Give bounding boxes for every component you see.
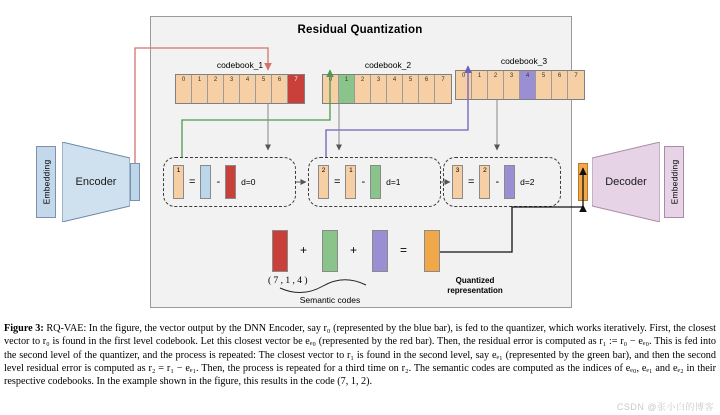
watermark: CSDN @张小白的博客 <box>616 402 714 412</box>
codebook-cell[interactable]: 5 <box>536 71 552 99</box>
minus-sign: - <box>361 176 366 188</box>
codebook-3-label: codebook_3 <box>500 56 548 66</box>
encoder-embedding-bar <box>36 146 56 218</box>
residual-equation-2 <box>318 165 401 199</box>
minus-sign: - <box>216 176 221 188</box>
equals-sign: = <box>334 176 341 188</box>
codebook-cell[interactable]: 3 <box>371 75 387 103</box>
codeword-bar-e1 <box>370 165 381 199</box>
encoder-block <box>62 142 130 222</box>
codebook-3[interactable] <box>455 70 585 100</box>
codebook-cell[interactable]: 5 <box>256 75 272 103</box>
equals-sign: = <box>468 176 475 188</box>
codebook-cell[interactable]: 4 <box>387 75 403 103</box>
codebook-cell[interactable]: 6 <box>272 75 288 103</box>
codebook-cell-selected[interactable]: 7 <box>288 75 304 103</box>
codebook-cell[interactable]: 2 <box>208 75 224 103</box>
codebook-cell[interactable]: 4 <box>240 75 256 103</box>
equals-sign: = <box>189 176 196 188</box>
codebook-cell[interactable]: 2 <box>355 75 371 103</box>
encoder-embedding-label: Embedding <box>41 159 51 205</box>
codebook-cell[interactable]: 0 <box>456 71 472 99</box>
sum-bar-e1 <box>322 230 338 272</box>
semantic-codes-text: ( 7 , 1 , 4 ) <box>268 276 308 286</box>
caption-text: RQ-VAE: In the figure, the vector output by the DNN Encoder, say r₀ (represented by the blue bar), is fed to the quantizer, which works iteratively. First, the closest vector to r₀ is found in the first level codebook. Let this closest vector be eₑ₀ (represented by the red bar). Then, the residual error is computed as r₁ := r₀ − eₑ₀. This is fed into the second level of the quantizer, and the process is repeated: The closest vector to r₁ is found in the second level, say eₑ₁ (represented by the green bar), and then the second level residual error is computed as r₂ = r₁ − eₑ₁. Then, the process is repeated for a third time on r₂. The semantic codes are computed as the indices of eₑ₀, eₑ₁ and eₑ₂ in their respective codebooks. In the example shown in the figure, this results in the code (7, 1, 2). <box>4 323 716 387</box>
codebook-2[interactable] <box>322 74 452 104</box>
encoder-output-bar-r0 <box>130 163 140 201</box>
residual-equation-3 <box>452 165 535 199</box>
residual-bar-r1: 1 <box>345 165 356 199</box>
codeword-bar-e0 <box>225 165 236 199</box>
minus-sign: - <box>495 176 500 188</box>
decoder-input-bar <box>578 163 588 201</box>
decoder-label: Decoder <box>605 176 647 188</box>
quantized-representation-bar <box>424 230 440 272</box>
semantic-codes-label: Semantic codes <box>299 295 361 305</box>
residual-equation-1 <box>173 165 256 199</box>
plus-sign-2: + <box>350 243 358 257</box>
codebook-1-label: codebook_1 <box>216 60 264 70</box>
codebook-cell[interactable]: 7 <box>435 75 451 103</box>
codebook-cell[interactable]: 7 <box>568 71 584 99</box>
codebook-cell[interactable]: 0 <box>323 75 339 103</box>
figure-caption <box>4 322 716 388</box>
codebook-cell[interactable]: 1 <box>472 71 488 99</box>
decoder-embedding-label: Embedding <box>669 159 679 205</box>
decoder-embedding-bar <box>664 146 684 218</box>
panel-title: Residual Quantization <box>297 24 423 36</box>
encoder-label: Encoder <box>75 176 117 188</box>
residual-bar-r2: 2 <box>318 165 329 199</box>
codeword-bar-e2 <box>504 165 515 199</box>
codebook-cell[interactable]: 3 <box>224 75 240 103</box>
codebook-1[interactable] <box>175 74 305 104</box>
codebook-cell[interactable]: 0 <box>176 75 192 103</box>
distance-result: d=1 <box>386 177 401 187</box>
distance-result: d=2 <box>520 177 535 187</box>
sum-bar-e2 <box>372 230 388 272</box>
residual-bar-r2: 2 <box>479 165 490 199</box>
residual-bar-r1: 1 <box>173 165 184 199</box>
plus-sign-1: + <box>300 243 308 257</box>
codebook-cell-selected[interactable]: 1 <box>339 75 355 103</box>
codebook-cell[interactable]: 2 <box>488 71 504 99</box>
residual-bar-r0 <box>200 165 211 199</box>
codebook-cell[interactable]: 6 <box>419 75 435 103</box>
sum-bar-e0 <box>272 230 288 272</box>
residual-bar-r3: 3 <box>452 165 463 199</box>
decoder-block <box>592 142 660 222</box>
caption-label: Figure 3: <box>4 323 44 334</box>
distance-result: d=0 <box>241 177 256 187</box>
codebook-cell[interactable]: 3 <box>504 71 520 99</box>
codebook-cell[interactable]: 5 <box>403 75 419 103</box>
quantized-representation-label: Quantized representation <box>447 276 503 295</box>
codebook-cell[interactable]: 1 <box>192 75 208 103</box>
codebook-cell[interactable]: 6 <box>552 71 568 99</box>
codebook-2-label: codebook_2 <box>364 60 412 70</box>
equals-sign-sum: = <box>400 243 408 257</box>
codebook-cell-selected[interactable]: 4 <box>520 71 536 99</box>
